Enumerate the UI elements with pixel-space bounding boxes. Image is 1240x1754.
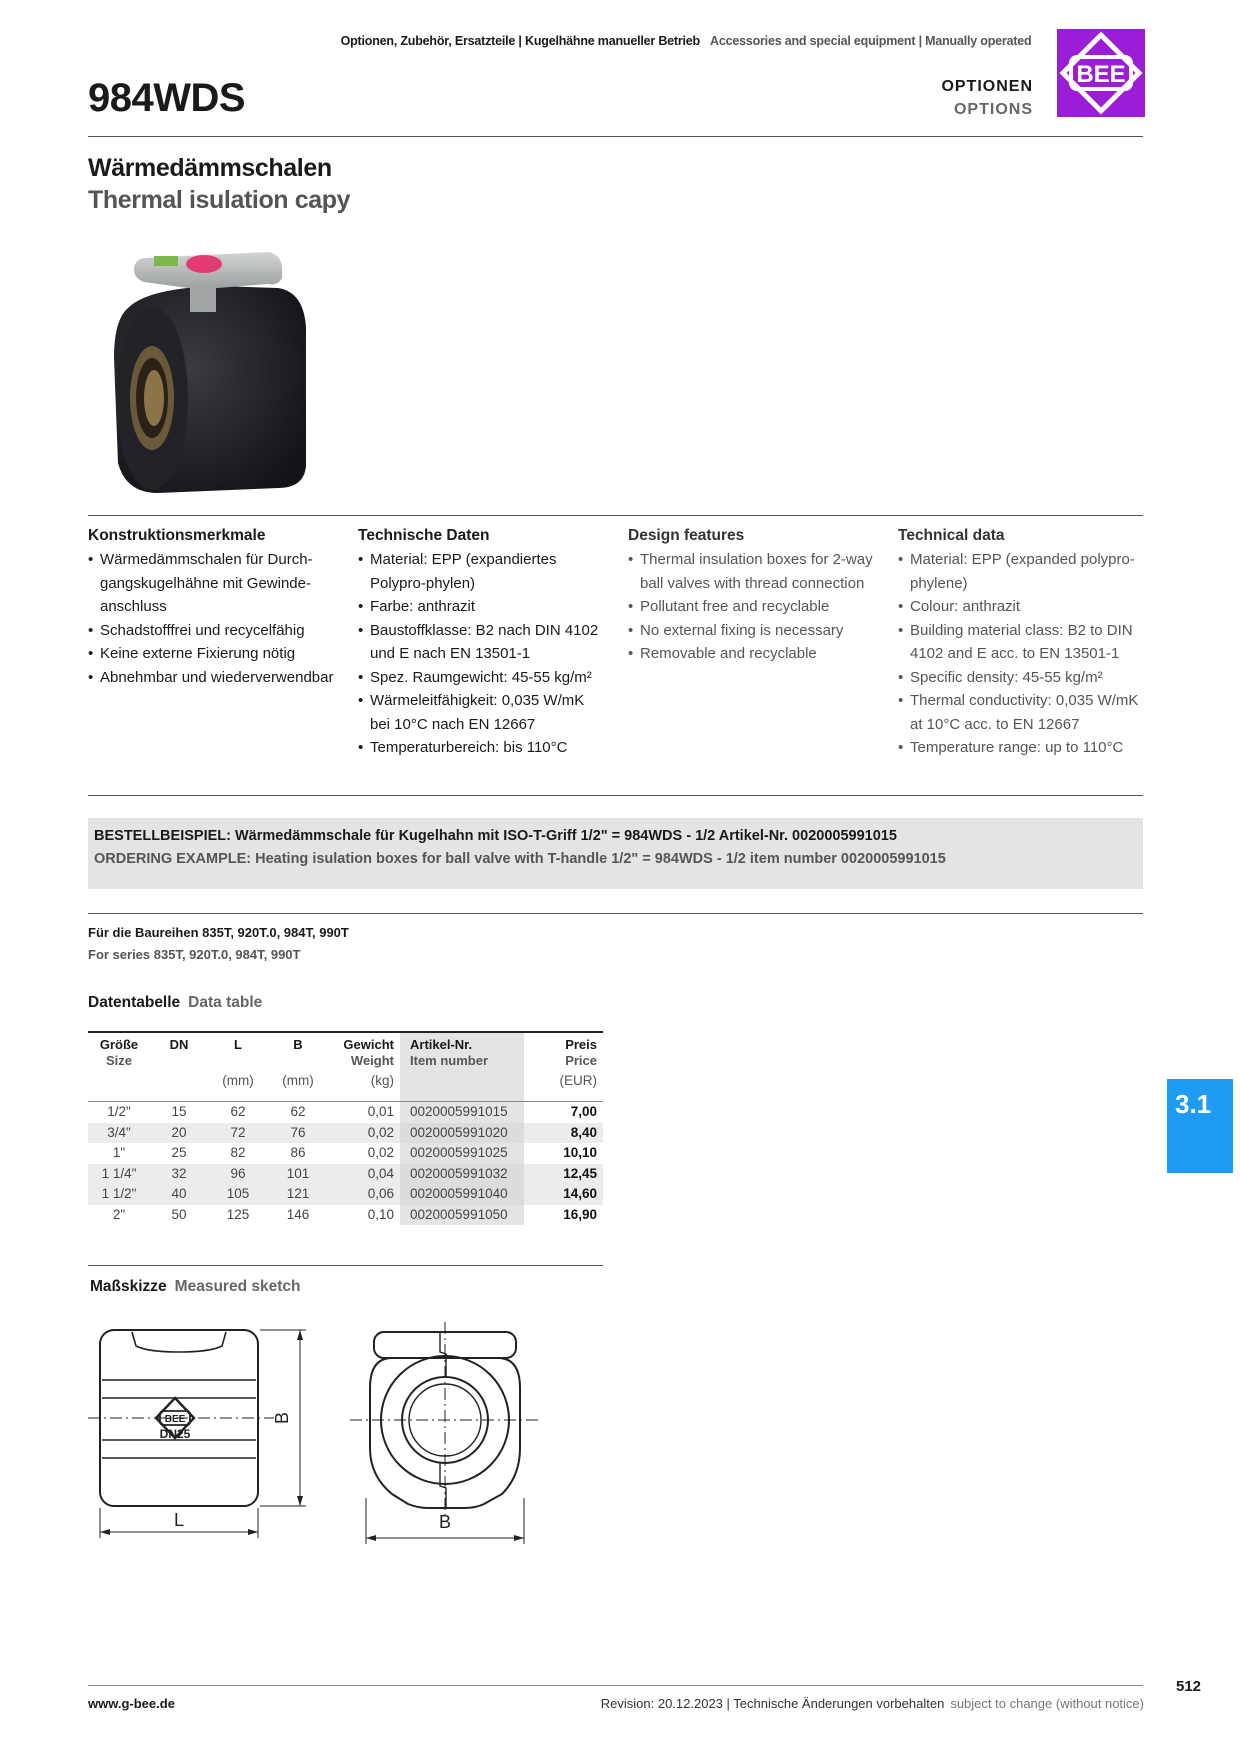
list-item: • Material: EPP (expandiertes Polypro-phylen)	[358, 548, 608, 595]
list-item: • Keine externe Fixierung nötig	[88, 642, 338, 666]
data-table	[88, 1033, 603, 1225]
front-view	[350, 1322, 542, 1518]
order-divider	[88, 913, 1143, 914]
list-item: • Pollutant free and recyclable	[628, 595, 878, 619]
col-header-l: L	[234, 1037, 242, 1052]
data-table-title-de: Datentabelle	[88, 994, 181, 1011]
table-row: 1/2" 15 62 62 0,01 0020005991015 7,00	[88, 1102, 603, 1123]
list-item: • Removable and recyclable	[628, 642, 878, 666]
column-title: Konstruktionsmerkmale	[88, 527, 266, 544]
table-unit-row	[88, 1069, 603, 1093]
table-row: 1 1/4" 32 96 101 0,04 0020005991032 12,45	[88, 1164, 603, 1185]
series-note-en: For series 835T, 920T.0, 984T, 990T	[88, 947, 301, 962]
table-row: 2" 50 125 146 0,10 0020005991050 16,90	[88, 1205, 603, 1226]
sketch-title-de: Maßskizze	[90, 1278, 167, 1295]
header-divider	[88, 136, 1143, 137]
footer-url-link[interactable]: www.g-bee.de	[88, 1696, 175, 1711]
table-header-row	[88, 1033, 603, 1069]
list-item: • Temperature range: up to 110°C	[898, 736, 1148, 760]
product-code: 984WDS	[88, 76, 246, 120]
table-row: 1" 25 82 86 0,02 0020005991025 10,10	[88, 1143, 603, 1164]
col-header-dn: DN	[169, 1037, 189, 1052]
features-design	[628, 524, 878, 666]
dimension-label-l: L	[173, 1510, 185, 1530]
product-title-en: Thermal isulation capy	[88, 186, 351, 214]
header-category-en: Accessories and special equipment | Manually operated	[710, 34, 1032, 48]
col-header-price: Preis Price	[565, 1037, 597, 1068]
section-label-en: OPTIONS	[953, 101, 1033, 118]
list-item: • No external fixing is necessary	[628, 619, 878, 643]
unit-weight: (kg)	[370, 1073, 394, 1088]
list-item: • Baustoffklasse: B2 nach DIN 4102 und E nach EN 13501-1	[358, 619, 608, 666]
column-title: Design features	[628, 527, 745, 544]
unit-price: (EUR)	[559, 1073, 597, 1088]
footer-revision: Revision: 20.12.2023 | Technische Änderungen vorbehalten subject to change (without notice)	[600, 1696, 1144, 1711]
column-title: Technical data	[898, 527, 1005, 544]
series-note-de: Für die Baureihen 835T, 920T.0, 984T, 990T	[88, 925, 349, 940]
ordering-example-en: ORDERING EXAMPLE: Heating isulation boxes for ball valve with T-handle 1/2" = 984WDS - 1/2 item number 0020005991015	[94, 851, 946, 867]
table-row: 3/4" 20 72 76 0,02 0020005991020 8,40	[88, 1123, 603, 1144]
ordering-example-box	[88, 818, 1143, 889]
list-item: • Wärmeleitfähigkeit: 0,035 W/mK bei 10°C nach EN 12667	[358, 689, 608, 736]
product-title-de: Wärmedämmschalen	[88, 154, 332, 182]
col-header-article: Artikel-Nr. Item number	[400, 1033, 524, 1069]
measured-sketch-drawing	[88, 1318, 608, 1563]
page-number: 512	[1176, 1678, 1202, 1695]
list-item: • Temperaturbereich: bis 110°C	[358, 736, 608, 760]
features-divider-bottom	[88, 795, 1143, 796]
logo-text: BEE	[1076, 61, 1126, 88]
data-table-title-en: Data table	[188, 994, 263, 1011]
features-konstruktion	[88, 524, 338, 689]
list-item: • Schadstofffrei und recycelfähig	[88, 619, 338, 643]
col-header-weight: Gewicht Weight	[343, 1037, 394, 1068]
features-divider-top	[88, 515, 1143, 516]
column-title: Technische Daten	[358, 527, 490, 544]
list-item: • Farbe: anthrazit	[358, 595, 608, 619]
list-item: • Wärmedämmschalen für Durch-gangskugelhähne mit Gewinde-anschluss	[88, 548, 338, 619]
sketch-title	[90, 1278, 300, 1296]
list-item: • Spez. Raumgewicht: 45-55 kg/m²	[358, 666, 608, 690]
list-item: • Colour: anthrazit	[898, 595, 1148, 619]
header-category-de: Optionen, Zubehör, Ersatzteile | Kugelhähne manueller Betrieb	[340, 34, 700, 48]
chapter-side-tab[interactable]: 3.1	[1167, 1079, 1233, 1173]
data-table-title	[88, 994, 262, 1012]
product-photo	[108, 248, 318, 503]
sketch-title-en: Measured sketch	[174, 1278, 301, 1295]
unit-l: (mm)	[222, 1073, 254, 1088]
list-item: • Material: EPP (expanded polypro-phylene)	[898, 548, 1148, 595]
ordering-example-de: BESTELLBEISPIEL: Wärmedämmschale für Kugelhahn mit ISO-T-Griff 1/2" = 984WDS - 1/2 Artikel-Nr. 0020005991015	[94, 828, 897, 844]
badge-dn: DN25	[159, 1427, 191, 1441]
table-row: 1 1/2" 40 105 121 0,06 0020005991040 14,60	[88, 1184, 603, 1205]
list-item: • Building material class: B2 to DIN 4102 and E acc. to EN 13501-1	[898, 619, 1148, 666]
list-item: • Thermal conductivity: 0,035 W/mK at 10°C acc. to EN 12667	[898, 689, 1148, 736]
unit-b: (mm)	[282, 1073, 314, 1088]
footer-divider	[88, 1685, 1143, 1686]
features-technical	[898, 524, 1148, 760]
list-item: • Specific density: 45-55 kg/m²	[898, 666, 1148, 690]
bee-logo	[1057, 29, 1145, 117]
features-technische-daten	[358, 524, 608, 760]
col-header-b: B	[293, 1037, 303, 1052]
dimension-label-b-side: B	[272, 1411, 292, 1425]
dimension-label-b: B	[438, 1512, 452, 1532]
badge-text: BEE	[164, 1414, 186, 1425]
list-item: • Thermal insulation boxes for 2-way ball valves with thread connection	[628, 548, 878, 595]
col-header-size: Größe Size	[99, 1037, 139, 1068]
section-label-de: OPTIONEN	[941, 78, 1033, 95]
list-item: • Abnehmbar und wiederverwendbar	[88, 666, 338, 690]
sketch-divider	[88, 1265, 603, 1266]
bee-logo-icon	[1057, 29, 1145, 117]
